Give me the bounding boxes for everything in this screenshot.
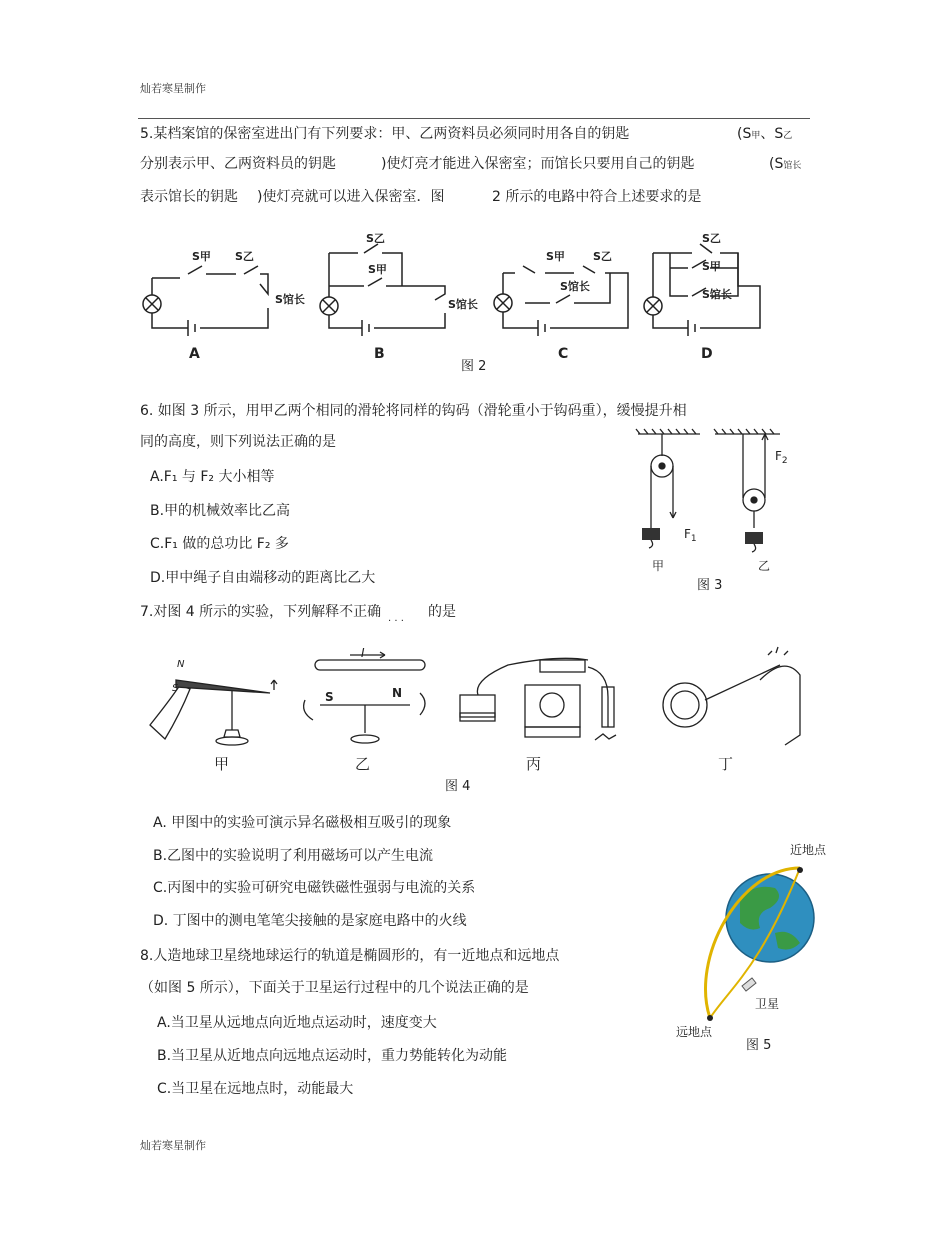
a-sw-yi: S乙 (235, 250, 254, 263)
q5-line3c: 2 所示的电路中符合上述要求的是 (492, 189, 702, 205)
q5-line1-right (737, 126, 792, 144)
q6-option-c: C.F₁ 做的总功比 F₂ 多 (150, 536, 289, 552)
figure-3-caption: 图 3 (697, 578, 723, 593)
yi-pole-n: N (392, 686, 403, 700)
d-sw-guan: S馆长 (702, 288, 732, 301)
q5-s-open: (S (737, 126, 752, 142)
b-sw-yi: S乙 (366, 232, 385, 245)
label-jia: 甲 (652, 559, 665, 573)
q8-option-a: A.当卫星从远地点向近地点运动时，速度变大 (157, 1015, 437, 1031)
figure-2-caption: 图 2 (461, 359, 487, 374)
yi-pole-s: S (325, 690, 334, 704)
q6-option-d: D.甲中绳子自由端移动的距离比乙大 (150, 570, 376, 586)
q6-option-a: A.F₁ 与 F₂ 大小相等 (150, 469, 275, 485)
panel-label-jia: 甲 (214, 755, 230, 773)
f1-label: $F_1$ (684, 527, 697, 544)
q6-line2: 同的高度，则下列说法正确的是 (140, 434, 336, 450)
d-sw-jia: S甲 (702, 260, 721, 273)
q8-line1: 8.人造地球卫星绕地球运行的轨道是椭圆形的，有一近地点和远地点 (140, 948, 560, 964)
a-sw-guan: S馆长 (275, 293, 305, 306)
q5-sub-guan: 馆长 (783, 161, 802, 171)
q7-line1: 7.对图 4 所示的实验，下列解释不正确 (140, 604, 382, 620)
q7-option-c: C.丙图中的实验可研究电磁铁磁性强弱与电流的关系 (153, 880, 476, 896)
q5-comma-s: 、S (760, 126, 784, 142)
a-sw-jia: S甲 (192, 250, 211, 263)
panel-label-ding: 丁 (718, 755, 734, 773)
q7-line1-end: 的是 (428, 604, 456, 620)
c-sw-guan: S馆长 (560, 280, 590, 293)
q7-option-b: B.乙图中的实验说明了利用磁场可以产生电流 (153, 848, 434, 864)
satellite-icon (742, 978, 756, 991)
q5-sub-jia: 甲 (751, 131, 761, 141)
circuit-label-b: B (374, 346, 385, 362)
q7-emphasis-dots: · · · (388, 616, 404, 627)
q5-s-open2: (S (769, 156, 784, 172)
maker-header: 灿若寒星制作 (140, 82, 206, 95)
q8-line2: （如图 5 所示），下面关于卫星运行过程中的几个说法正确的是 (140, 980, 529, 996)
q5-line2-right (769, 156, 801, 174)
q6-line1: 6. 如图 3 所示，用甲乙两个相同的滑轮将同样的钩码（滑轮重小于钩码重），缓慢提升相 (140, 403, 687, 419)
figure-4-caption: 图 4 (445, 779, 471, 794)
q5-sub-yi: 乙 (783, 131, 793, 141)
b-sw-guan: S馆长 (448, 298, 478, 311)
current-label: I (361, 646, 365, 660)
figure-4-experiments (140, 645, 810, 775)
maker-footer: 灿若寒星制作 (140, 1139, 206, 1152)
header-rule (138, 118, 810, 119)
q5-line1: 5.某档案馆的保密室进出门有下列要求：甲、乙两资料员必须同时用各自的钥匙 (140, 126, 630, 142)
panel-label-bing: 丙 (526, 755, 542, 773)
jia-pole-s: S (172, 683, 179, 694)
q8-option-b: B.当卫星从近地点向远地点运动时，重力势能转化为动能 (157, 1048, 508, 1064)
q5-line2b: )使灯亮才能进入保密室；而馆长只要用自己的钥匙 (381, 156, 695, 172)
circuit-label-c: C (558, 346, 569, 362)
c-sw-yi: S乙 (593, 250, 612, 263)
q6-option-b: B.甲的机械效率比乙高 (150, 503, 291, 519)
q5-line2: 分别表示甲、乙两资料员的钥匙 (140, 156, 336, 172)
q7-option-a: A. 甲图中的实验可演示异名磁极相互吸引的现象 (153, 815, 452, 831)
b-sw-jia: S甲 (368, 263, 387, 276)
q5-line3: 表示馆长的钥匙 (140, 189, 238, 205)
figure-5-orbit (670, 838, 827, 1039)
circuit-label-d: D (701, 346, 713, 362)
d-sw-yi: S乙 (702, 232, 721, 245)
f2-label: $F_2$ (775, 449, 788, 466)
q5-line3b: )使灯亮就可以进入保密室．图 (257, 189, 445, 205)
figure-5-caption: 图 5 (746, 1038, 772, 1053)
circuit-label-a: A (189, 346, 200, 362)
q8-option-c: C.当卫星在远地点时，动能最大 (157, 1081, 354, 1097)
q7-option-d: D. 丁图中的测电笔笔尖接触的是家庭电路中的火线 (153, 913, 467, 929)
figure-3-pulleys (630, 428, 810, 588)
satellite-label: 卫星 (755, 997, 780, 1011)
label-yi: 乙 (758, 559, 771, 573)
apogee-label: 远地点 (676, 1025, 713, 1039)
figure-2-circuits (140, 228, 780, 363)
c-sw-jia: S甲 (546, 250, 565, 263)
perigee-label: 近地点 (790, 843, 827, 857)
panel-label-yi: 乙 (355, 755, 371, 773)
jia-pole-n: N (177, 659, 185, 670)
